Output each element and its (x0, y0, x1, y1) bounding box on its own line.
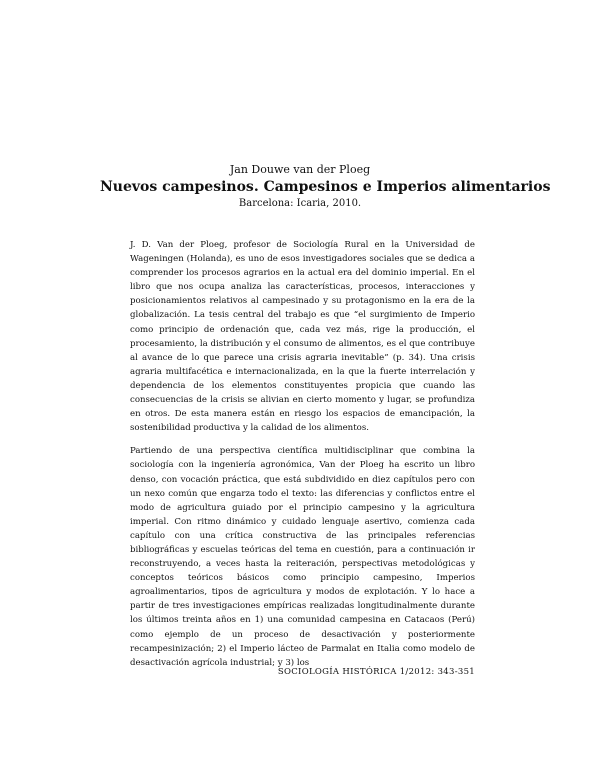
book-title: Nuevos campesinos. Campesinos e Imperios alimentarios (100, 179, 551, 195)
journal-footer: SOCIOLOGÍA HISTÓRICA 1/2012: 343-351 (277, 667, 475, 677)
review-header (100, 162, 551, 211)
review-body (130, 238, 475, 679)
publication-info: Barcelona: Icaria, 2010. (238, 198, 362, 209)
paragraph-2: Partiendo de una perspectiva científica multidisciplinar que combina la sociología con la ingeniería agronómica, Van der Ploeg ha escrito un libro denso, con vocación práctica, que está subdividido en diez capítulos pero con un nexo común que engarza todo el texto: las diferencias y conflictos entre el modo de agricultura guiado por el principio campesino y la agricultura imperial. Con ritmo dinámico y cuidado lenguaje asertivo, comienza cada capítulo con una crítica constructiva de las principales referencias bibliográficas y escuelas teóricas del tema en cuestión, para a continuación ir reconstruyendo, a veces hasta la reiteración, perspectivas metodológicas y conceptos teóricos básicos como principio campesino, Imperios agroalimentarios, tipos de agricultura y modos de explotación. Y lo hace a partir de tres investigaciones empíricas realizadas longitudinalmente durante los últimos treinta años en 1) una comunidad campesina en Catacaos (Perú) como ejemplo de un proceso de desactivación y posteriormente recampesinización; 2) el Imperio lácteo de Parmalat en Italia como modelo de desactivación agrícola industrial; y 3) los (130, 446, 475, 668)
paragraph-1: J. D. Van der Ploeg, profesor de Sociología Rural en la Universidad de Wageningen (Holanda), es uno de esos investigadores sociales que se dedica a comprender los procesos agrarios en la actual era del dominio imperial. En el libro que nos ocupa analiza las características, procesos, interacciones y posicionamientos relativos al campesinado y su protagonismo en la era de la globalización. La tesis central del trabajo es que “el surgimiento de Imperio como principio de ordenación que, cada vez más, rige la producción, el procesamiento, la distribución y el consumo de alimentos, es el que contribuye al avance de lo que parece una crisis agraria inevitable” (p. 34). Una crisis agraria multifacética e internacionalizada, en la que la fuerte interrelación y dependencia de los elementos constituyentes propicia que cuando las consecuencias de la crisis se alivian en cierto momento y lugar, se profundiza en otros. De esta manera están en riesgo los espacios de emancipación, la sostenibilidad productiva y la calidad de los alimentos. (130, 240, 475, 434)
book-author: Jan Douwe van der Ploeg (229, 163, 371, 176)
